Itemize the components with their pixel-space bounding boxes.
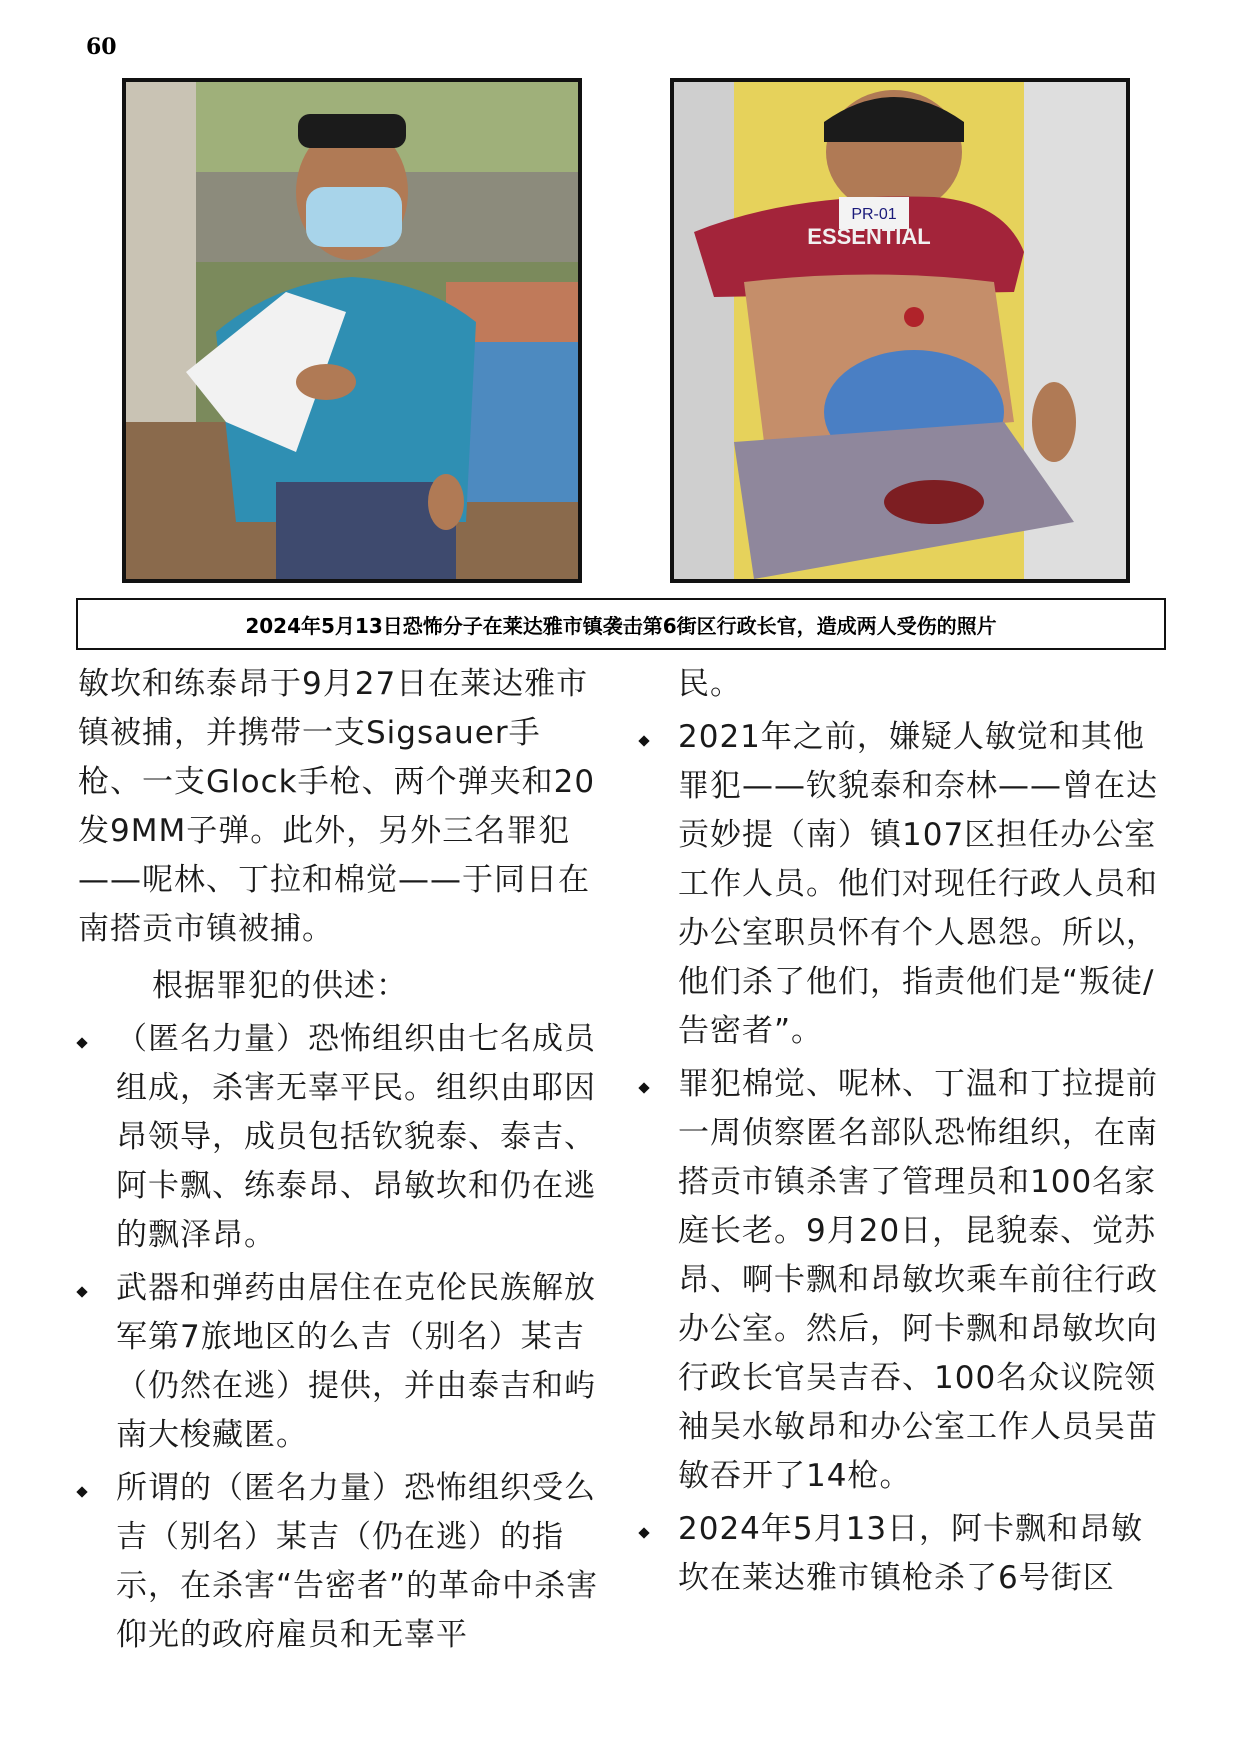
stretcher-tag: PR-01	[851, 206, 897, 223]
list-item	[640, 1505, 1160, 1603]
photo-wounded-man-stretcher	[670, 78, 1130, 583]
right-column	[640, 660, 1160, 1607]
bullet-diamond-icon	[76, 1286, 87, 1297]
confession-lead: 根据罪犯的供述：	[152, 968, 408, 1004]
bullet-text: 武器和弹药由居住在克伦民族解放军第7旅地区的么吉（别名）某吉（仍然在逃）提供，并由泰吉和屿南大梭藏匿。	[116, 1270, 596, 1453]
left-column	[78, 660, 600, 1664]
bullet-text: 所谓的（匿名力量）恐怖组织受么吉（别名）某吉（仍在逃）的指示，在杀害“告密者”的革命中杀害仰光的政府雇员和无辜平	[116, 1470, 599, 1653]
list-item	[78, 1464, 600, 1660]
bullet-diamond-icon	[638, 1527, 649, 1538]
bullet-diamond-icon	[638, 1082, 649, 1093]
shirt-print: ESSENTIAL	[807, 224, 931, 249]
bullet-text: 2024年5月13日，阿卡飘和昂敏坎在莱达雅市镇枪杀了6号街区	[678, 1511, 1144, 1596]
photo-right-illustration	[674, 82, 1126, 579]
list-item	[640, 1060, 1160, 1501]
photo-left-illustration	[126, 82, 578, 579]
bullet-text: 2021年之前，嫌疑人敏觉和其他罪犯——钦貌泰和奈林——曾在达贡妙提（南）镇107区担任办公室工作人员。他们对现任行政人员和办公室职员怀有个人恩怨。所以，他们杀了他们，指责他们是“叛徒/告密者”。	[678, 719, 1158, 1049]
bullet-text: 罪犯棉觉、呢林、丁温和丁拉提前一周侦察匿名部队恐怖组织，在南搭贡市镇杀害了管理员和100名家庭长老。9月20日，昆貌泰、觉苏昂、啊卡飘和昂敏坎乘车前往行政办公室。然后，阿卡飘和昂敏坎向行政长官吴吉吞、100名众议院领袖吴水敏昂和办公室工作人员吴苗敏吞开了14枪。	[678, 1066, 1158, 1494]
page-number: 60	[86, 34, 117, 60]
photo-caption: 2024年5月13日恐怖分子在莱达雅市镇袭击第6街区行政长官，造成两人受伤的照片	[76, 598, 1166, 650]
list-item	[640, 713, 1160, 1056]
intro-paragraph: 敏坎和练泰昂于9月27日在莱达雅市镇被捕，并携带一支Sigsauer手枪、一支Glock手枪、两个弹夹和20发9MM子弹。此外，另外三名罪犯——呢林、丁拉和棉觉——于同日在南搭贡市镇被捕。	[78, 666, 596, 947]
bullet-diamond-icon	[76, 1486, 87, 1497]
photo-injured-man-sling	[122, 78, 582, 583]
list-item	[78, 1264, 600, 1460]
bullet-text: （匿名力量）恐怖组织由七名成员组成，杀害无辜平民。组织由耶因昂领导，成员包括钦貌泰、泰吉、阿卡飘、练泰昂、昂敏坎和仍在逃的飘泽昂。	[116, 1021, 596, 1253]
bullet-diamond-icon	[638, 735, 649, 746]
list-item	[78, 1015, 600, 1260]
continued-text: 民。	[678, 666, 742, 702]
bullet-diamond-icon	[76, 1037, 87, 1048]
